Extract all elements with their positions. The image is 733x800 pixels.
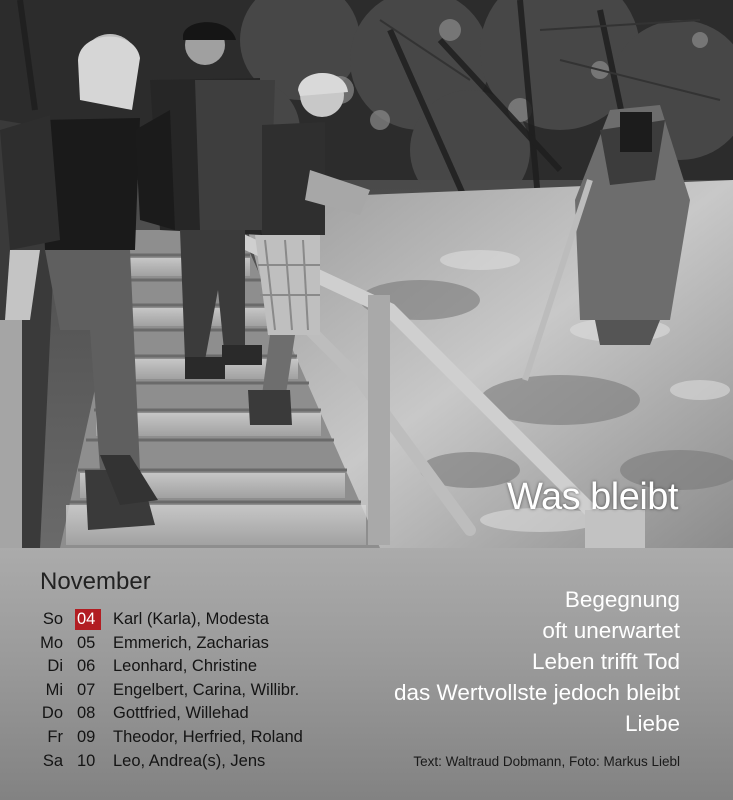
calendar-row [0,632,360,656]
poem-line: das Wertvollste jedoch bleibt [394,680,680,705]
poem-line: Begegnung [564,587,680,612]
calendar-row [0,726,360,750]
day-number: 08 [77,704,96,723]
weekday: Sa [42,751,63,770]
calendar-row [0,750,360,774]
day-number: 10 [77,751,96,770]
name-days: Leo, Andrea(s), Jens [113,751,266,770]
name-days: Engelbert, Carina, Willibr. [113,680,300,699]
poem-line: Liebe [624,711,680,736]
day-number-highlighted: 04 [75,609,101,630]
name-days: Karl (Karla), Modesta [113,610,269,628]
day-number: 06 [77,657,96,676]
day-number: 05 [77,633,96,652]
name-days: Theodor, Herfried, Roland [113,727,303,746]
weekday: So [42,610,63,628]
calendar-row [0,702,360,726]
weekday: Di [47,657,63,676]
photo-title: Was bleibt [507,476,678,518]
weekday: Mi [45,680,63,699]
day-number: 07 [77,680,96,699]
calendar-list [0,608,360,773]
calendar-row [0,679,360,703]
calendar-row [0,608,360,632]
poem-line: oft unerwartet [542,618,680,643]
poem [394,584,680,739]
name-days: Emmerich, Zacharias [113,633,269,652]
weekday: Fr [47,727,63,746]
poem-line: Leben trifft Tod [531,649,680,674]
weekday: Do [41,704,63,723]
weekday: Mo [40,633,63,652]
credit-line: Text: Waltraud Dobmann, Foto: Markus Liebl [413,754,680,769]
day-number: 09 [77,727,96,746]
calendar-row [0,655,360,679]
month-heading: November [40,568,151,595]
name-days: Leonhard, Christine [113,657,258,676]
railing-post [368,295,390,545]
name-days: Gottfried, Willehad [113,704,249,723]
